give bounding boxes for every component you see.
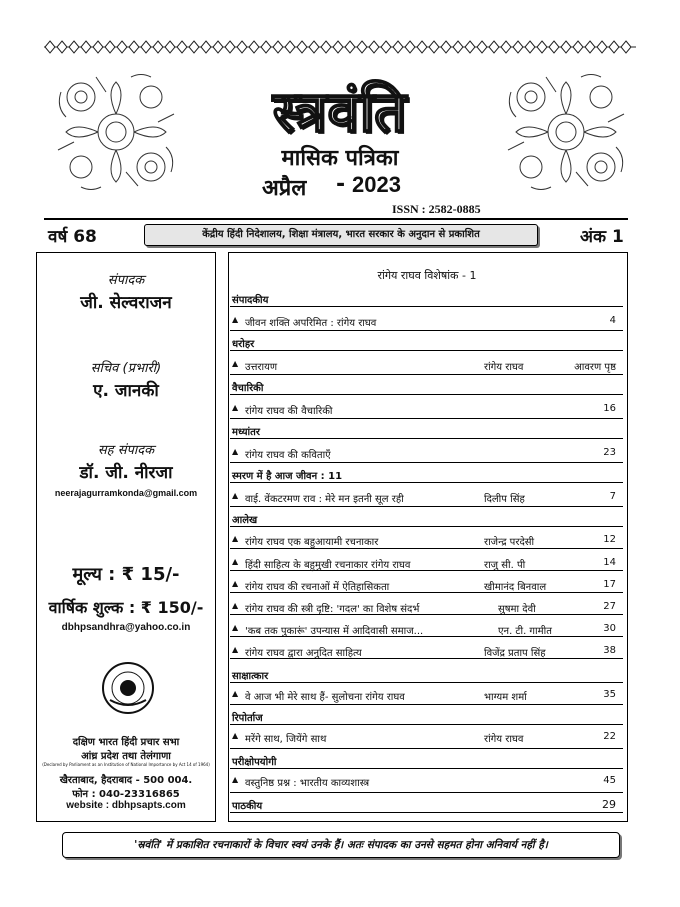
magazine-title: स्त्रवंति bbox=[272, 79, 408, 145]
triangle-bullet-icon: ▲ bbox=[232, 689, 239, 698]
secretary-label: सचिव (प्रभारी) bbox=[90, 361, 162, 376]
contact-email[interactable]: dbhpsandhra@yahoo.co.in bbox=[61, 622, 191, 633]
toc-entry-title: वे आज भी मेरे साथ हैं- सुलोचना रांगेय राघव bbox=[245, 692, 405, 703]
toc-entry-page: 16 bbox=[603, 403, 616, 414]
toc-entry-author: राजु सी. पी bbox=[484, 560, 526, 571]
toc-rule bbox=[230, 748, 623, 749]
toc-entry-page: 23 bbox=[603, 447, 616, 458]
toc-section-heading: स्मरण में है आज जीवन : 11 bbox=[232, 471, 343, 482]
toc-rule bbox=[230, 394, 623, 395]
toc-entry-page: 4 bbox=[609, 315, 616, 326]
price: मूल्य : ₹ 15/- bbox=[72, 564, 180, 585]
toc-section-heading: धरोहर bbox=[232, 339, 255, 350]
toc-entry[interactable] bbox=[230, 554, 620, 574]
editor-name: जी. सेल्वराजन bbox=[80, 293, 172, 313]
toc-entry[interactable] bbox=[230, 356, 620, 376]
toc-entry-page: 27 bbox=[603, 601, 616, 612]
toc-entry-page: 30 bbox=[603, 623, 616, 634]
toc-entry-title: रांगेय राघव की वैचारिकी bbox=[245, 406, 333, 417]
issue-year: 2023 bbox=[352, 172, 401, 197]
toc-entry-page: आवरण पृष्ठ bbox=[574, 362, 616, 373]
toc-entry[interactable] bbox=[230, 598, 620, 618]
triangle-bullet-icon: ▲ bbox=[232, 623, 239, 632]
toc-entry-title: वस्तुनिष्ठ प्रश्न : भारतीय काव्यशास्त्र bbox=[245, 778, 370, 789]
toc-entry[interactable] bbox=[230, 400, 620, 420]
toc-entry-author: राजेन्द्र परदेसी bbox=[484, 537, 535, 548]
issue-month: अप्रैल bbox=[262, 176, 307, 201]
org-phone: फोन : 040-23316865 bbox=[72, 789, 180, 800]
ornamental-border bbox=[44, 40, 636, 54]
toc-rule bbox=[230, 724, 623, 725]
toc-entry-title: 'कब तक पुकारूं' उपन्यास में आदिवासी समाज... bbox=[245, 626, 424, 637]
toc-rule bbox=[230, 812, 623, 813]
toc-entry-author: खीमानंद बिनवाल bbox=[484, 582, 547, 593]
toc-rule bbox=[230, 526, 623, 527]
toc-section-heading: वैचारिकी bbox=[232, 383, 264, 394]
toc-entry[interactable] bbox=[230, 686, 620, 706]
toc-entry-author: रांगेय राघव bbox=[484, 734, 524, 745]
toc-entry-author: सुषमा देवी bbox=[498, 604, 536, 615]
toc-entry-title: वाई. वेंकटरमण राव : मेरे मन इतनी सूल रही bbox=[245, 494, 404, 505]
toc-rule bbox=[230, 306, 623, 307]
toc-entry-page: 22 bbox=[603, 731, 616, 742]
volume-number: वर्ष 68 bbox=[48, 227, 97, 247]
special-issue-title: रांगेय राघव विशेषांक - 1 bbox=[377, 269, 477, 282]
toc-section-heading: आलेख bbox=[232, 515, 258, 526]
toc-page-number: 29 bbox=[602, 798, 616, 811]
toc-entry[interactable] bbox=[230, 488, 620, 508]
toc-entry-page: 38 bbox=[603, 645, 616, 656]
toc-section-heading: रिपोर्ताज bbox=[232, 713, 263, 724]
toc-entry-page: 17 bbox=[603, 579, 616, 590]
toc-entry-title: रांगेय राघव द्वारा अनुदित साहित्य bbox=[245, 648, 362, 659]
toc-section-heading: परीक्षोपयोगी bbox=[232, 757, 277, 768]
toc-entry-title: मरेंगे साथ, जियेंगे साथ bbox=[245, 734, 327, 745]
toc-rule bbox=[230, 438, 623, 439]
org-name: दक्षिण भारत हिंदी प्रचार सभा bbox=[72, 737, 180, 748]
toc-entry-author: भाग्यम शर्मा bbox=[484, 692, 527, 703]
coeditor-email[interactable]: neerajagurramkonda@gmail.com bbox=[54, 488, 198, 498]
triangle-bullet-icon: ▲ bbox=[232, 731, 239, 740]
triangle-bullet-icon: ▲ bbox=[232, 447, 239, 456]
toc-entry-title: रांगेय राघव की कविताएँ bbox=[245, 450, 331, 461]
editor-label: संपादक bbox=[107, 273, 145, 288]
toc-rule bbox=[230, 682, 623, 683]
toc-entry[interactable] bbox=[230, 772, 620, 792]
coeditor-name: डॉ. जी. नीरजा bbox=[79, 463, 173, 483]
annual-fee: वार्षिक शुल्क : ₹ 150/- bbox=[48, 598, 204, 617]
toc-section-heading: साक्षात्कार bbox=[232, 671, 269, 682]
toc-entry-title: रांगेय राघव एक बहुआयामी रचनाकार bbox=[245, 537, 379, 548]
toc-rule bbox=[230, 350, 623, 351]
org-address: खैरताबाद, हैदराबाद - 500 004. bbox=[59, 775, 193, 786]
toc-entry-page: 14 bbox=[603, 557, 616, 568]
toc-entry-author: दिलीप सिंह bbox=[484, 494, 525, 505]
toc-entry-page: 35 bbox=[603, 689, 616, 700]
org-note: (Declared by Parliament as an Institution of National Importance by Act 14 of 1964) bbox=[42, 762, 210, 767]
toc-entry[interactable] bbox=[230, 642, 620, 662]
coeditor-label: सह संपादक bbox=[97, 443, 155, 458]
org-region: आंध्र प्रदेश तथा तेलंगाणा bbox=[81, 751, 171, 762]
triangle-bullet-icon: ▲ bbox=[232, 491, 239, 500]
triangle-bullet-icon: ▲ bbox=[232, 359, 239, 368]
toc-entry-title: रांगेय राघव की रचनाओं में ऐतिहासिकता bbox=[245, 582, 390, 593]
toc-entry[interactable] bbox=[230, 576, 620, 596]
publisher-banner bbox=[144, 224, 538, 246]
toc-section-heading: संपादकीय bbox=[232, 295, 269, 306]
toc-entry-author: रांगेय राघव bbox=[484, 362, 524, 373]
disclaimer-box bbox=[62, 832, 620, 858]
secretary-name: ए. जानकी bbox=[93, 381, 159, 401]
toc-entry-title: उत्तरायण bbox=[245, 362, 278, 373]
triangle-bullet-icon: ▲ bbox=[232, 557, 239, 566]
org-website[interactable]: website : dbhpsapts.com bbox=[66, 800, 186, 811]
toc-entry-page: 45 bbox=[603, 775, 616, 786]
publisher-note: केंद्रीय हिंदी निदेशालय, शिक्षा मंत्रालय, भारत सरकार के अनुदान से प्रकाशित bbox=[202, 229, 480, 240]
triangle-bullet-icon: ▲ bbox=[232, 315, 239, 324]
toc-rule bbox=[230, 792, 623, 793]
disclaimer-text: 'स्रवंति' में प्रकाशित रचनाकारों के विचार स्वयं उनके हैं। अतः संपादक का उनसे सहमत होना अनिवार्य नहीं है। bbox=[134, 839, 548, 851]
triangle-bullet-icon: ▲ bbox=[232, 403, 239, 412]
toc-entry-title: जीवन शक्ति अपरिमित : रांगेय राघव bbox=[245, 318, 377, 329]
toc-entry-page: 12 bbox=[603, 534, 616, 545]
toc-entry-author: एन. टी. गामीत bbox=[498, 626, 552, 637]
toc-entry-title: रांगेय राघव की स्त्री दृष्टि: 'गदल' का विशेष संदर्भ bbox=[245, 604, 420, 615]
toc-entry-author: विजेंद्र प्रताप सिंह bbox=[484, 648, 546, 659]
triangle-bullet-icon: ▲ bbox=[232, 645, 239, 654]
toc-entry[interactable] bbox=[230, 728, 620, 748]
toc-entry[interactable] bbox=[230, 444, 620, 464]
toc-section-heading: पाठकीय bbox=[232, 801, 263, 812]
issn: ISSN : 2582-0885 bbox=[392, 202, 481, 216]
triangle-bullet-icon: ▲ bbox=[232, 775, 239, 784]
toc-entry-title: हिंदी साहित्य के बहुमुखी रचनाकार रांगेय राघव bbox=[245, 560, 411, 571]
triangle-bullet-icon: ▲ bbox=[232, 534, 239, 543]
banner-top-rule bbox=[44, 218, 628, 220]
org-emblem bbox=[100, 660, 156, 716]
toc-entry[interactable] bbox=[230, 312, 620, 332]
toc-section-heading: मध्यांतर bbox=[232, 427, 260, 438]
magazine-subtitle: मासिक पत्रिका bbox=[281, 146, 399, 171]
triangle-bullet-icon: ▲ bbox=[232, 601, 239, 610]
toc-entry[interactable] bbox=[230, 531, 620, 551]
toc-rule bbox=[230, 482, 623, 483]
toc-entry[interactable] bbox=[230, 620, 620, 640]
toc-rule bbox=[230, 768, 623, 769]
issue-dash: - bbox=[336, 172, 346, 197]
toc-entry-page: 7 bbox=[609, 491, 616, 502]
triangle-bullet-icon: ▲ bbox=[232, 579, 239, 588]
issue-number: अंक 1 bbox=[580, 227, 624, 247]
